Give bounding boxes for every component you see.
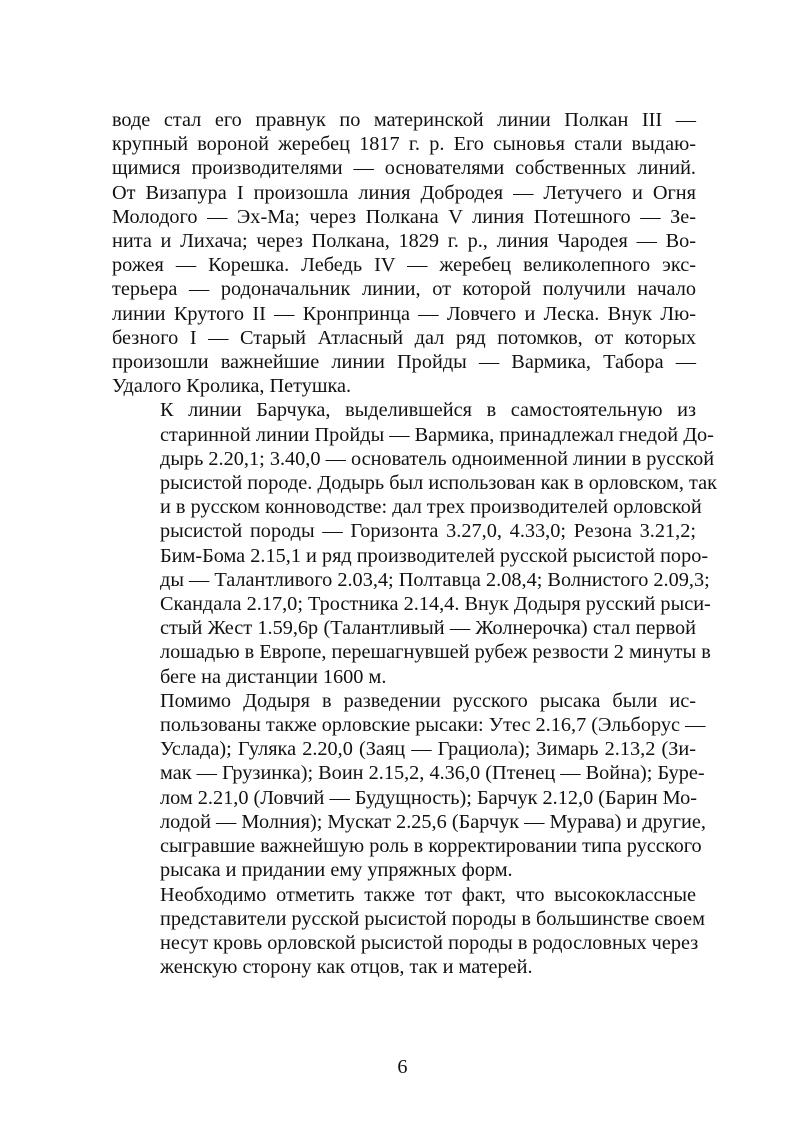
text-line: лодой — Молния); Мускат 2.25,6 (Барчук — Мурава) и другие, [160, 810, 706, 833]
text-line: Скандала 2.17,0; Тростника 2.14,4. Внук Додыря русский рыси- [160, 593, 711, 616]
text-line: произошли важнейшие линии Пройды — Вармика, Табора — [112, 351, 696, 374]
paragraph [112, 108, 696, 398]
body-text [112, 108, 717, 979]
text-line: Услада); Гуляка 2.20,0 (Заяц — Грациола); Зимарь 2.13,2 (Зи- [160, 738, 696, 761]
text-line: Молодого — Эх-Ма; через Полкана V линия Потешного — Зе- [112, 205, 696, 228]
text-line: старинной линии Пройды — Вармика, принадлежал гнедой До- [160, 423, 714, 446]
text-line: представители русской рысистой породы в большинстве своем [160, 907, 705, 930]
text-line: терьера — родоначальник линии, от которой получили начало [112, 278, 696, 301]
text-line: линии Крутого II — Кронпринца — Ловчего и Леска. Внук Лю- [112, 302, 696, 325]
paragraph [112, 689, 706, 883]
text-line: крупный вороной жеребец 1817 г. р. Его сыновья стали выдаю- [112, 133, 696, 156]
text-line: К линии Барчука, выделившейся в самостоятельную из [160, 399, 696, 422]
text-line: и в русском конноводстве: дал трех производителей орловской [160, 496, 702, 519]
text-line: мак — Грузинка); Воин 2.15,2, 4.36,0 (Птенец — Война); Буре- [160, 762, 705, 785]
text-line: пользованы также орловские рысаки: Утес 2.16,7 (Эльборус — [160, 714, 706, 737]
text-line: рысака и придании ему упряжных форм. [160, 859, 513, 882]
text-line: рожея — Корешка. Лебедь IV — жеребец великолепного экс- [112, 254, 696, 277]
text-line: щимися производителями — основателями собственных линий. [112, 157, 696, 180]
text-line: стый Жест 1.59,6р (Талантливый — Жолнерочка) стал первой [160, 617, 696, 640]
text-line: лошадью в Европе, перешагнувшей рубеж резвости 2 минуты в [160, 641, 711, 664]
page-number: 6 [397, 1056, 408, 1078]
text-line: Бим-Бома 2.15,1 и ряд производителей русской рысистой поро- [160, 544, 709, 567]
text-line: воде стал его правнук по материнской линии Полкан III — [112, 109, 696, 131]
paragraph [112, 883, 705, 980]
text-line: ды — Талантливого 2.03,4; Полтавца 2.08,4; Волнистого 2.09,3; [160, 568, 710, 591]
text-line: беге на дистанции 1600 м. [160, 665, 387, 688]
text-line: рысистой породе. Додырь был использован как в орловском, так [160, 472, 717, 495]
text-line: женскую сторону как отцов, так и матерей. [160, 956, 533, 979]
text-line: рысистой породы — Горизонта 3.27,0, 4.33,0; Резона 3.21,2; [160, 520, 696, 543]
text-line: несут кровь орловской рысистой породы в родословных через [160, 931, 699, 954]
text-line: лом 2.21,0 (Ловчий — Будущность); Барчук 2.12,0 (Барин Мо- [160, 786, 698, 809]
text-line: нита и Лихача; через Полкана, 1829 г. р., линия Чародея — Во- [112, 230, 696, 253]
text-line: Удалого Кролика, Петушка. [112, 375, 352, 398]
text-line: Помимо Додыря в разведении русского рысака были ис- [160, 689, 696, 712]
text-line: сыгравшие важнейшую роль в корректировании типа русского [160, 835, 702, 858]
paragraph [112, 398, 717, 688]
text-line: Необходимо отметить также тот факт, что высококлассные [160, 883, 696, 906]
text-line: От Визапура I произошла линия Добродея — Летучего и Огня [112, 181, 696, 204]
text-line: безного I — Старый Атласный дал ряд потомков, от которых [112, 326, 696, 349]
text-line: дырь 2.20,1; 3.40,0 — основатель одноименной линии в русской [160, 447, 715, 470]
